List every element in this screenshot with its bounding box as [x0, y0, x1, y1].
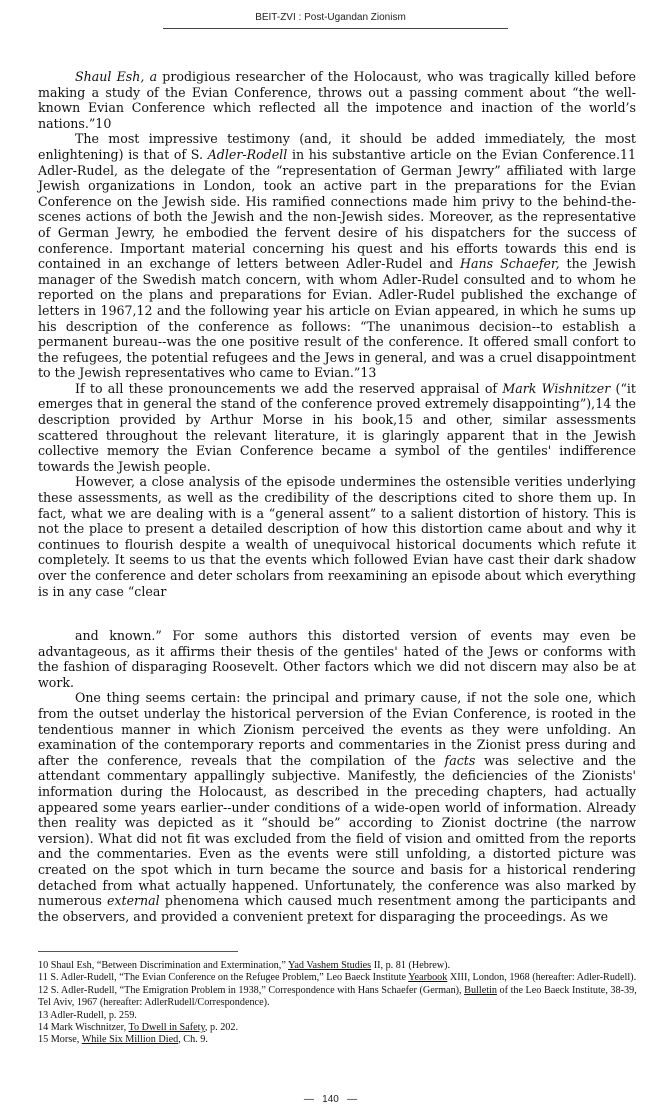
footnote: 10 Shaul Esh, “Between Discrimination and Extermination,” Yad Vashem Studies II, p. 81 (Hebrew). [38, 960, 451, 971]
footnote: 11 S. Adler-Rudell, “The Evian Conference on the Refugee Problem,” Leo Baeck Institute Yearbook XIII, London, 1968 (hereafter: Adler-Rudell). [38, 972, 637, 984]
footnote: 14 Mark Wischnitzer, To Dwell in Safety, p. 202. [38, 1022, 239, 1034]
footnote-source-title: To Dwell in Safety [128, 1022, 205, 1034]
body-text-top [38, 69, 636, 599]
paragraph: and known.” For some authors this distorted version of events may even be advantageous, as it affirms their thesis of the gentiles' hated of the Jews or conforms with the fashion of disparaging Roosevelt. Other factors which we did not discern may also be at work. [38, 628, 636, 690]
italic-word: external [106, 893, 160, 909]
italic-name: Hans Schaefer, [460, 256, 560, 272]
footnote-source-title: While Six Million Died [81, 1034, 179, 1046]
italic-word: facts [444, 752, 476, 768]
italic-name: Mark Wishnitzer [502, 380, 611, 396]
footnote-source-title: Yearbook [408, 972, 448, 984]
footnote-source-title: Yad Vashem Studies [288, 960, 372, 971]
paragraph: If to all these pronouncements we add the reserved appraisal of Mark Wishnitzer (“it emerges that in general the stand of the conference proved extremely disappointing”),14 the description provided by Arthur Morse in his book,15 and other, similar assessments scattered throughout the relevant literature, it is glaringly apparent that in the Jewish collective memory the Evian Conference became a symbol of the gentiles' indifference towards the Jewish people. [38, 380, 636, 474]
italic-name: Shaul Esh, a [75, 69, 158, 84]
page-number: — 140 — [303, 1094, 358, 1105]
body-text-bottom [38, 628, 636, 924]
running-header: BEIT-ZVI : Post-Ugandan Zionism [255, 12, 406, 23]
paragraph: However, a close analysis of the episode undermines the ostensible verities underlying these assessments, as well as the credibility of the descriptions cited to shore them up. In fact, what we are dealing with is a “general assent” to a salient distortion of history. This is not the place to present a detailed description of how this distortion came about and why it continues to flourish despite a wealth of unequivocal historical documents which refute it completely. It seems to us that the events which followed Evian have cast their dark shadow over the conference and deter scholars from reexamining an episode about which everything is in any case “clear [38, 474, 636, 599]
footnote: 13 Adler-Rudell, p. 259. [38, 1009, 137, 1021]
footnote: 15 Morse, While Six Million Died, Ch. 9. [38, 1034, 208, 1046]
paragraph: One thing seems certain: the principal and primary cause, if not the sole one, which from the outset underlay the historical perversion of the Evian Conference, is rooted in the tendentious manner in which Zionism perceived the events as they were unfolding. An examination of the contemporary reports and commentaries in the Zionist press during and after the conference, reveals that the compilation of the facts was selective and the attendant commentary appallingly subjective. Manifestly, the deficiencies of the Zionists' information during the Holocaust, as described in the preceding chapters, had actually appeared some years earlier--under conditions of a wide-open world of information. Already then reality was depicted as it “should be” according to Zionist doctrine (the narrow version). What did not fit was excluded from the field of vision and omitted from the reports and the commentaries. Even as the events were still unfolding, a distorted picture was created on the spot which in turn became the source and basis for a historical rendering detached from what actually happened. Unfortunately, the conference was also marked by numerous external phenomena which caused much resentment among the participants and the observers, and provided a convenient pretext for disparaging the proceedings. As we [38, 690, 636, 924]
footnotes [38, 960, 638, 1047]
italic-name: Adler-Rodell [207, 146, 288, 162]
footnote-source-title: Bulletin [464, 984, 497, 996]
footnote-rule [38, 951, 238, 952]
footnote: 12 S. Adler-Rudell, “The Emigration Problem in 1938,” Correspondence with Hans Schaefer (German), Bulletin of the Leo Baeck Institute, 38-39, Tel Aviv, 1967 (hereafter: AdlerRudell/Correspondence). [38, 984, 637, 1009]
header-rule [163, 28, 508, 29]
paragraph: The most impressive testimony (and, it should be added immediately, the most enlightening) is that of S. Adler-Rodell in his substantive article on the Evian Conference.11 Adler-Rudel, as the delegate of the “representation of German Jewry” affiliated with large Jewish organizations in London, took an active part in the preparations for the Evian Conference on the Jewish side. His ramified connections made him privy to the behind-the-scenes actions of both the Jewish and the non-Jewish sides. Moreover, as the representative of German Jewry, he embodied the fervent desire of his dispatchers for the success of conference. Important material concerning his quest and his efforts towards this end is contained in an exchange of letters between Adler-Rudel and Hans Schaefer, the Jewish manager of the Swedish match concern, with whom Adler-Rudel consulted and to whom he reported on the plans and preparations for Evian. Adler-Rudel published the exchange of letters in 1967,12 and the following year his article on Evian appeared, in which he sums up his description of the conference as follows: “The unanimous decision--to establish a permanent bureau--was the one positive result of the conference. It offered small confort to the refugees, the potential refugees and the Jews in general, and was a cruel disappointment to the Jewish representatives who came to Evian.”13 [38, 131, 637, 381]
paragraph: Shaul Esh, a prodigious researcher of the Holocaust, who was tragically killed before making a study of the Evian Conference, throws out a passing comment about “the well-known Evian Conference which reflected all the impotence and inaction of the world’s nations.”10 [38, 69, 637, 131]
